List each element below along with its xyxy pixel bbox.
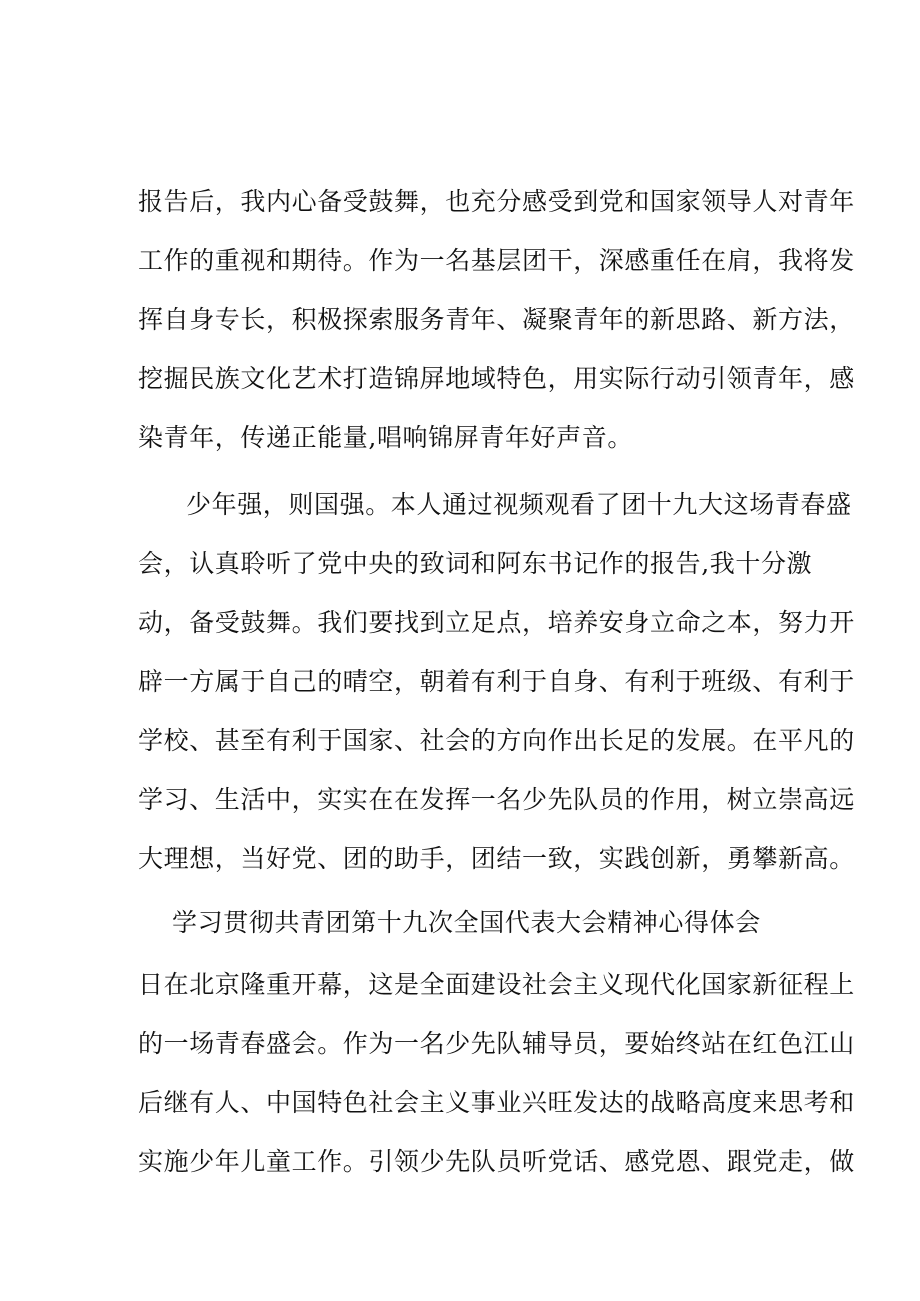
text-line: 学校、甚至有利于国家、社会的方向作出长足的发展。在平凡的 — [138, 726, 855, 755]
text-line: 报告后，我内心备受鼓舞，也充分感受到党和国家领导人对青年 — [138, 187, 855, 216]
text-line: 学习、生活中，实实在在发挥一名少先队员的作用，树立崇高远 — [138, 785, 855, 814]
text-line: 实施少年儿童工作。引领少先队员听党话、感党恩、跟党走，做 — [138, 1147, 855, 1176]
text-line: 挥自身专长，积极探索服务青年、凝聚青年的新思路、新方法， — [138, 305, 855, 334]
paragraph-first-line: 少年强，则国强。本人通过视频观看了团十九大这场青春盛 — [186, 490, 852, 519]
text-line: 日在北京隆重开幕，这是全面建设社会主义现代化国家新征程上 — [138, 970, 855, 999]
text-line: 后继有人、中国特色社会主义事业兴旺发达的战略高度来思考和 — [138, 1088, 855, 1117]
text-line: 会，认真聆听了党中央的致词和阿东书记作的报告,我十分激 — [138, 549, 813, 578]
text-line: 动，备受鼓舞。我们要找到立足点，培养安身立命之本，努力开 — [138, 608, 855, 637]
text-line: 的一场青春盛会。作为一名少先队辅导员，要始终站在红色江山 — [138, 1029, 855, 1058]
text-line: 工作的重视和期待。作为一名基层团干，深感重任在肩，我将发 — [138, 246, 855, 275]
text-line: 辟一方属于自己的晴空，朝着有利于自身、有利于班级、有利于 — [138, 667, 855, 696]
text-line: 挖掘民族文化艺术打造锦屏地域特色，用实际行动引领青年，感 — [138, 364, 855, 393]
text-line: 染青年，传递正能量,唱响锦屏青年好声音。 — [138, 423, 633, 452]
section-heading: 学习贯彻共青团第十九次全国代表大会精神心得体会 — [172, 908, 761, 937]
text-line: 大理想，当好党、团的助手，团结一致，实践创新，勇攀新高。 — [138, 844, 855, 873]
